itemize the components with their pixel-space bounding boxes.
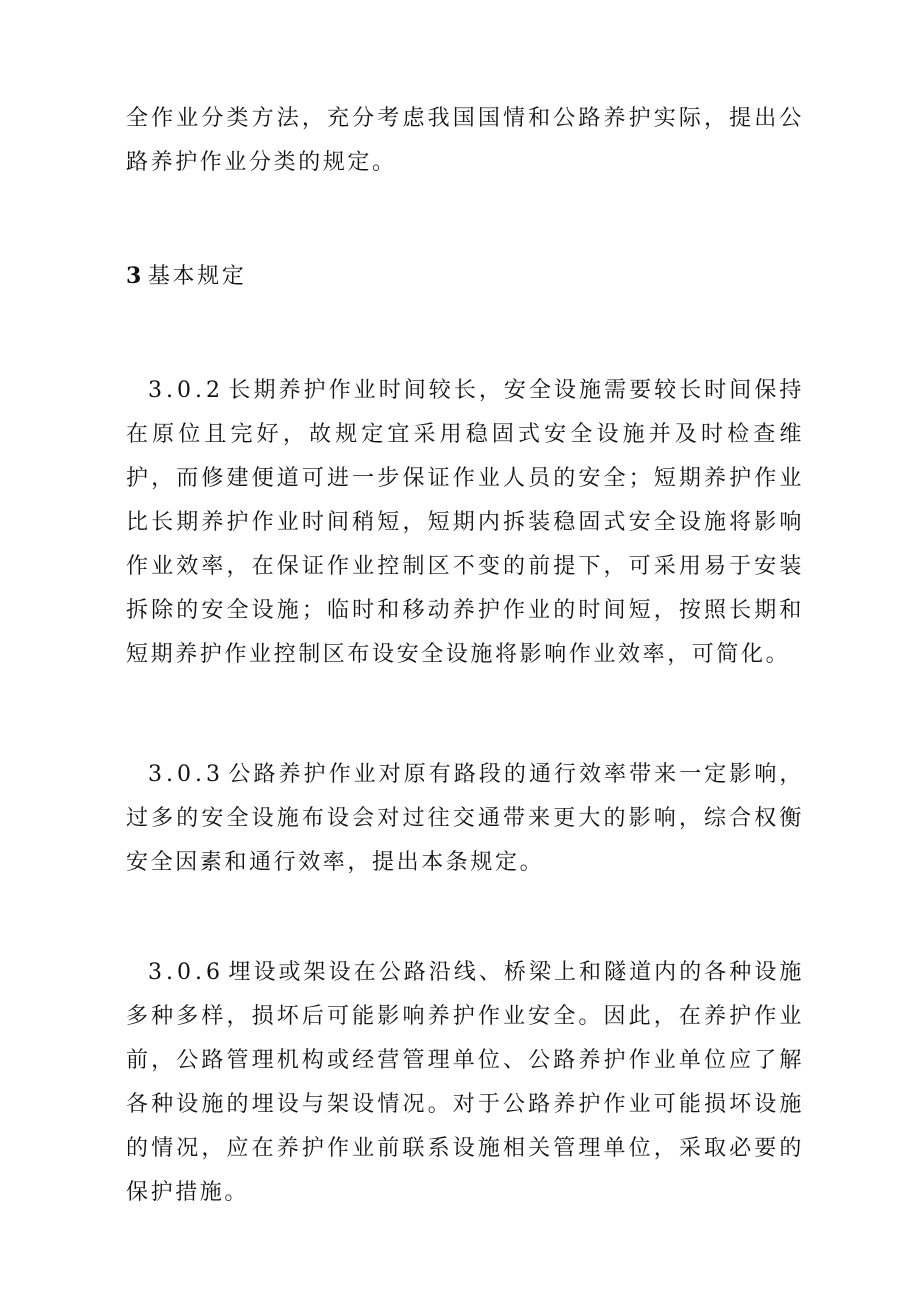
intro-text: 全作业分类方法，充分考虑我国国情和公路养护实际，提出公路养护作业分类的规定。: [126, 106, 804, 175]
clause-3-0-3-number: 3.0.3: [148, 762, 224, 787]
clause-3-0-2-number: 3.0.2: [148, 378, 224, 403]
clause-3-0-3-text: 公路养护作业对原有路段的通行效率带来一定影响，过多的安全设施布设会对过往交通带来更大的影响，综合权衡安全因素和通行效率，提出本条规定。: [126, 762, 804, 875]
clause-3-0-6: [126, 951, 804, 1215]
clause-3-0-6-number: 3.0.6: [148, 960, 224, 985]
section-heading: [126, 254, 246, 299]
intro-paragraph: [126, 97, 804, 185]
clause-3-0-6-text: 埋设或架设在公路沿线、桥梁上和隧道内的各种设施多种多样，损坏后可能影响养护作业安全。因此，在养护作业前，公路管理机构或经营管理单位、公路养护作业单位应了解各种设施的埋设与架设情况。对于公路养护作业可能损坏设施的情况，应在养护作业前联系设施相关管理单位，采取必要的保护措施。: [126, 960, 804, 1205]
section-number: 3: [126, 263, 144, 289]
clause-3-0-3: [126, 753, 804, 885]
clause-3-0-2-text: 长期养护作业时间较长，安全设施需要较长时间保持在原位且完好，故规定宜采用稳固式安全设施并及时检查维护，而修建便道可进一步保证作业人员的安全；短期养护作业比长期养护作业时间稍短，短期内拆装稳固式安全设施将影响作业效率，在保证作业控制区不变的前提下，可采用易于安装拆除的安全设施；临时和移动养护作业的时间短，按照长期和短期养护作业控制区布设安全设施将影响作业效率，可简化。: [126, 378, 804, 667]
section-title: 基本规定: [147, 264, 247, 289]
clause-3-0-2: [126, 369, 804, 677]
